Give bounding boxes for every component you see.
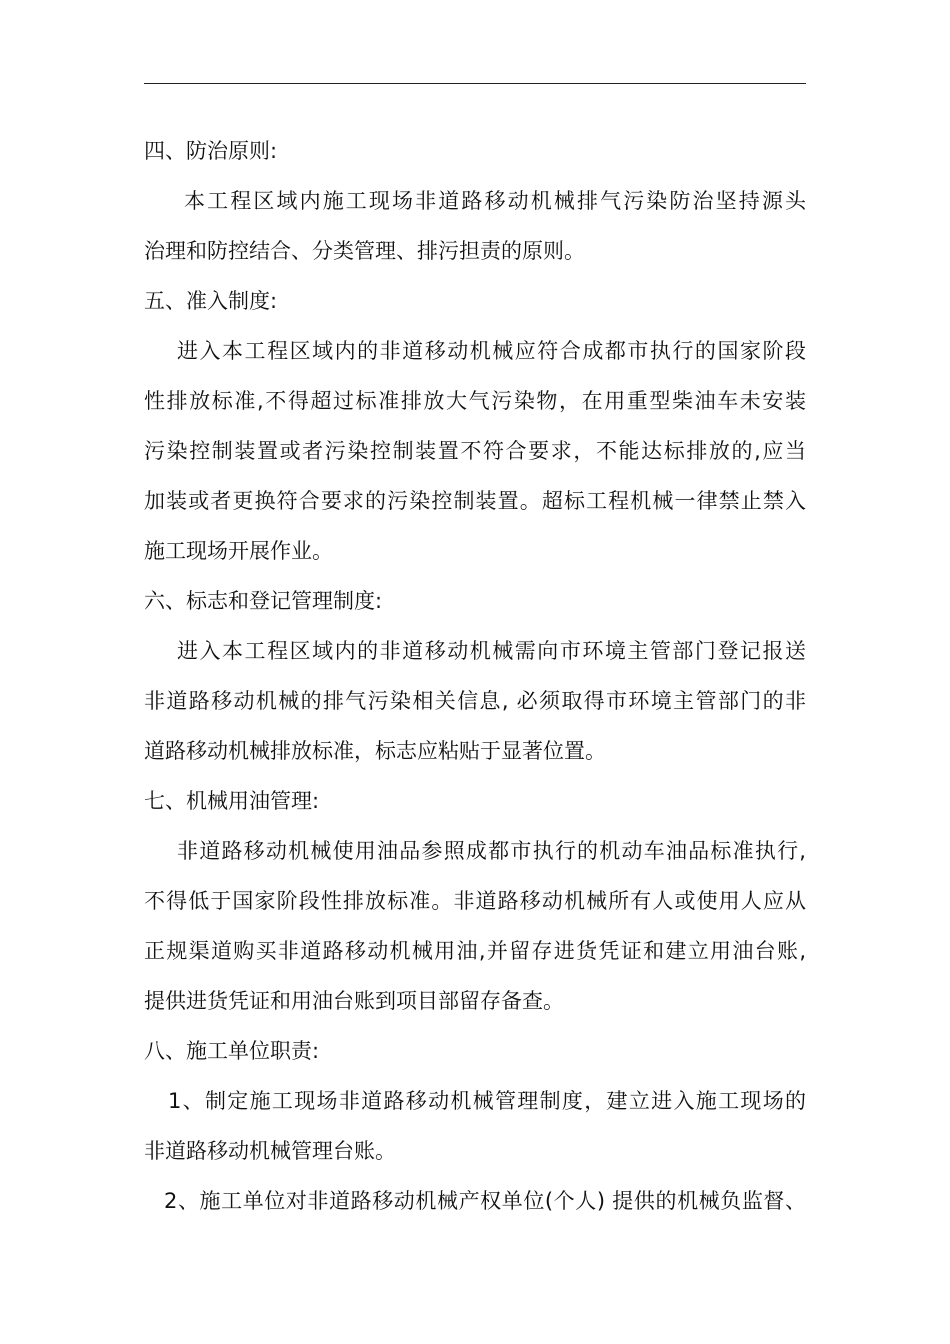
section-heading-prevention-principles: 四、防治原则: [144,139,278,163]
paragraph-line: 提供进货凭证和用油台账到项目部留存备查。 [144,989,564,1013]
list-item-line: 2、施工单位对非道路移动机械产权单位(个人) 提供的机械负监督、 [164,1189,806,1213]
section-heading-contractor-duties: 八、施工单位职责: [144,1039,320,1063]
paragraph-line: 加装或者更换符合要求的污染控制装置。超标工程机械一律禁止禁入 [144,489,806,513]
section-heading-fuel-management: 七、机械用油管理: [144,789,320,813]
paragraph-line: 治理和防控结合、分类管理、排污担责的原则。 [144,239,585,263]
header-rule [144,83,806,84]
paragraph-line: 非道路移动机械使用油品参照成都市执行的机动车油品标准执行, [177,839,806,863]
paragraph-line: 施工现场开展作业。 [144,539,333,563]
paragraph-line: 污染控制装置或者污染控制装置不符合要求，不能达标排放的,应当 [144,439,806,463]
paragraph-line: 性排放标准,不得超过标准排放大气污染物，在用重型柴油车未安装 [144,389,806,413]
paragraph-line: 不得低于国家阶段性排放标准。非道路移动机械所有人或使用人应从 [144,889,806,913]
section-heading-access-system: 五、准入制度: [144,289,278,313]
list-item-line: 1、制定施工现场非道路移动机械管理制度，建立进入施工现场的 [168,1089,806,1113]
paragraph-line: 进入本工程区域内的非道移动机械需向市环境主管部门登记报送 [177,639,806,663]
section-heading-registration: 六、标志和登记管理制度: [144,589,383,613]
paragraph-line: 本工程区域内施工现场非道路移动机械排气污染防治坚持源头 [184,189,806,213]
paragraph-line: 非道路移动机械的排气污染相关信息, 必须取得市环境主管部门的非 [144,689,806,713]
paragraph-line: 道路移动机械排放标准，标志应粘贴于显著位置。 [144,739,606,763]
paragraph-line: 进入本工程区域内的非道移动机械应符合成都市执行的国家阶段 [177,339,806,363]
list-item-line: 非道路移动机械管理台账。 [144,1139,396,1163]
document-body [144,126,806,1226]
paragraph-line: 正规渠道购买非道路移动机械用油,并留存进货凭证和建立用油台账, [144,939,806,963]
